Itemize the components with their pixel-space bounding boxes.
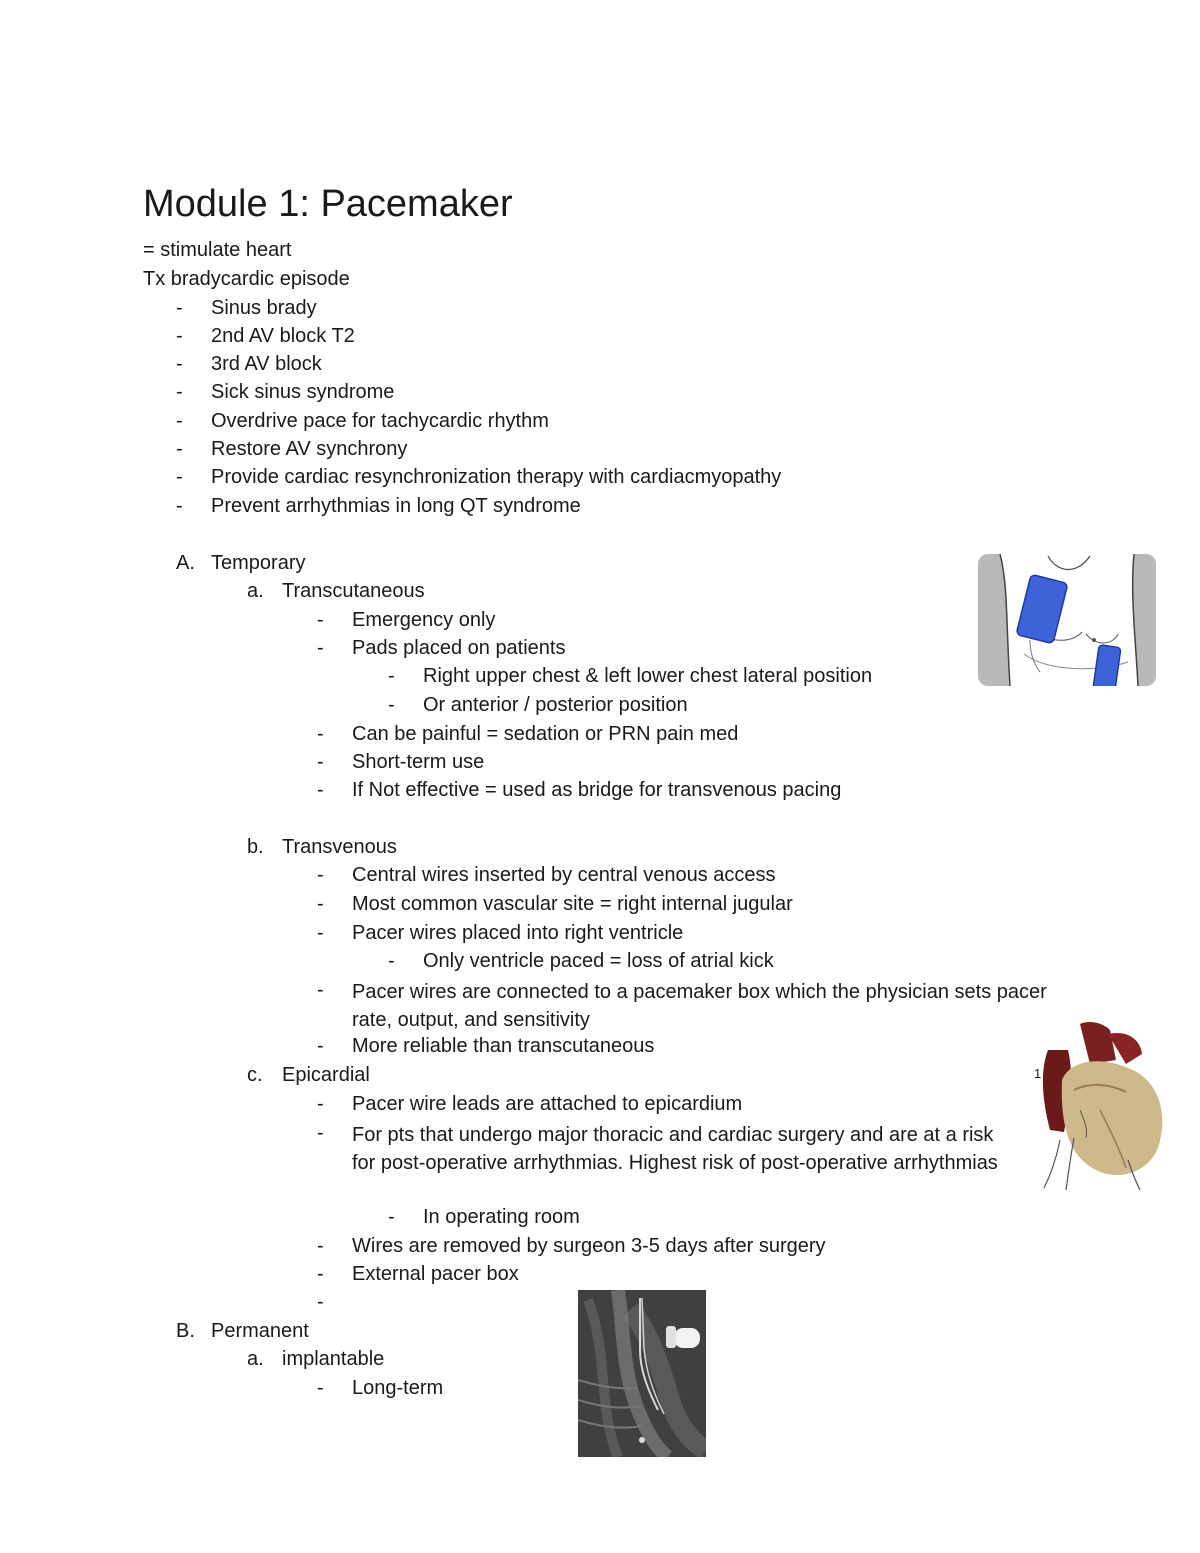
bullet-dash: - — [388, 1206, 395, 1228]
bullet-dash: - — [317, 779, 324, 801]
torso-illustration — [978, 554, 1156, 686]
bullet-dash: - — [317, 922, 324, 944]
list-item: 2nd AV block T2 — [211, 325, 355, 347]
bullet-dash: - — [317, 1122, 324, 1144]
bullet-dash: - — [317, 893, 324, 915]
list-item: In operating room — [423, 1206, 580, 1228]
epicardial-heart-image — [1030, 1020, 1170, 1192]
list-item: Emergency only — [352, 609, 496, 631]
intro-line: Tx bradycardic episode — [143, 268, 350, 290]
bullet-dash: - — [317, 609, 324, 631]
section-marker: A. — [176, 552, 195, 574]
list-item: Can be painful = sedation or PRN pain med — [352, 723, 739, 745]
intro-line: = stimulate heart — [143, 239, 292, 261]
bullet-dash: - — [176, 438, 183, 460]
list-item: Prevent arrhythmias in long QT syndrome — [211, 495, 581, 517]
list-item: Overdrive pace for tachycardic rhythm — [211, 410, 549, 432]
subsection-heading-implantable: implantable — [282, 1348, 385, 1370]
bullet-dash: - — [317, 1377, 324, 1399]
bullet-dash: - — [388, 694, 395, 716]
subsection-heading-epicardial: Epicardial — [282, 1064, 370, 1086]
page-title: Module 1: Pacemaker — [143, 183, 513, 225]
heart-illustration — [1030, 1020, 1170, 1192]
bullet-dash: - — [317, 751, 324, 773]
subsection-heading-transcutaneous: Transcutaneous — [282, 580, 425, 602]
subsection-marker: b. — [247, 836, 264, 858]
list-item: 3rd AV block — [211, 353, 322, 375]
bullet-dash: - — [317, 864, 324, 886]
list-item: Restore AV synchrony — [211, 438, 408, 460]
bullet-dash: - — [176, 297, 183, 319]
bullet-dash: - — [317, 637, 324, 659]
bullet-dash: - — [317, 1291, 324, 1313]
list-item: Sick sinus syndrome — [211, 381, 395, 403]
bullet-dash: - — [317, 1235, 324, 1257]
list-item: Sinus brady — [211, 297, 317, 319]
list-item: Long-term — [352, 1377, 444, 1399]
list-item: Short-term use — [352, 751, 485, 773]
list-item: Wires are removed by surgeon 3-5 days after surgery — [352, 1235, 826, 1257]
subsection-heading-transvenous: Transvenous — [282, 836, 397, 858]
list-item: Or anterior / posterior position — [423, 694, 688, 716]
bullet-dash: - — [176, 353, 183, 375]
bullet-dash: - — [317, 1263, 324, 1285]
list-item: Provide cardiac resynchronization therapy with cardiacmyopathy — [211, 466, 782, 488]
list-item: Most common vascular site = right internal jugular — [352, 893, 793, 915]
bullet-dash: - — [176, 466, 183, 488]
list-item: If Not effective = used as bridge for transvenous pacing — [352, 779, 842, 801]
list-item: Pacer wires placed into right ventricle — [352, 922, 684, 944]
bullet-dash: - — [176, 381, 183, 403]
bullet-dash: - — [176, 495, 183, 517]
bullet-dash: - — [317, 979, 324, 1001]
list-item: Central wires inserted by central venous access — [352, 864, 776, 886]
subsection-marker: a. — [247, 580, 264, 602]
section-heading-permanent: Permanent — [211, 1320, 309, 1342]
transcutaneous-pads-image — [978, 554, 1156, 686]
pacemaker-xray-image — [578, 1290, 706, 1457]
bullet-dash: - — [317, 1093, 324, 1115]
bullet-dash: - — [388, 950, 395, 972]
subsection-marker: a. — [247, 1348, 264, 1370]
bullet-dash: - — [317, 1035, 324, 1057]
list-item: Pacer wires are connected to a pacemaker box which the physician sets pacer rate, output, and sensitivity — [352, 981, 1047, 1031]
list-item: For pts that undergo major thoracic and cardiac surgery and are at a risk for post-operative arrhythmias. Highest risk of post-operative arrhythmias — [352, 1124, 998, 1174]
bullet-dash: - — [317, 723, 324, 745]
figure-label: 1 — [1034, 1066, 1042, 1081]
list-item: Only ventricle paced = loss of atrial kick — [423, 950, 774, 972]
list-item: External pacer box — [352, 1263, 519, 1285]
list-item: Pads placed on patients — [352, 637, 566, 659]
xray-illustration — [578, 1290, 706, 1457]
bullet-dash: - — [176, 325, 183, 347]
list-item: Right upper chest & left lower chest lateral position — [423, 665, 873, 687]
section-marker: B. — [176, 1320, 195, 1342]
bullet-dash: - — [388, 665, 395, 687]
bullet-dash: - — [176, 410, 183, 432]
list-item: More reliable than transcutaneous — [352, 1035, 655, 1057]
list-item: Pacer wire leads are attached to epicardium — [352, 1093, 743, 1115]
section-heading-temporary: Temporary — [211, 552, 306, 574]
subsection-marker: c. — [247, 1064, 263, 1086]
